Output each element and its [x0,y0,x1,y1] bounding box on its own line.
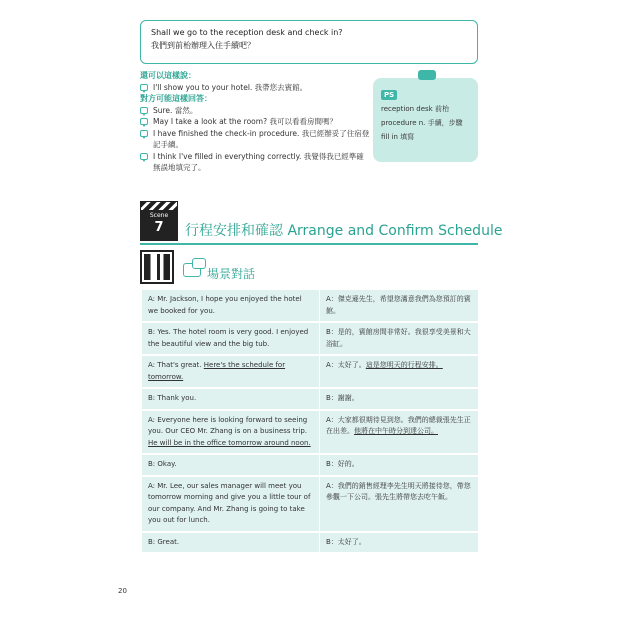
dialogue-zh: B：謝謝。 [326,394,359,402]
section-divider [140,243,478,245]
say-heading: 還可以這樣說： [140,71,196,80]
key-sentence: 這是您明天的行程安排。 [365,361,443,369]
dialogue-en: A: Mr. Lee, our sales manager will meet you tomorrow morning and give you a little tour of our company. And Mr. Zhang is going to take you out for lunch. [142,477,320,531]
dialogue-zh: A：我們的銷售經理李先生明天將接待您，帶您參觀一下公司。張先生將帶您去吃午飯。 [326,481,471,501]
say-item: I'll show you to your hotel. 我帶您去賓館。 [140,82,370,94]
key-sentence: He will be in the office tomorrow around noon. [148,438,311,447]
dialogue-zh: A：傑克遜先生，希望您滿意我們為您預訂的賓館。 [326,295,471,315]
dialogue-row [142,477,478,533]
section-title: 行程安排和確認 Arrange and Confirm Schedule [185,223,503,239]
dialogue-en: B: Yes. The hotel room is very good. I enjoyed the beautiful view and the big tub. [142,323,320,354]
dialogue-row [142,389,478,411]
page-number: 20 [118,587,127,595]
reply-item: Sure. 當然。 [140,105,370,117]
ps-vocab-line: procedure n. 手續，步驟 [381,119,463,127]
reply-heading: 對方可能這樣回答： [140,94,212,103]
dialogue-en: B: Thank you. [142,389,320,409]
dialogue-heading: 場景對話 [207,267,256,281]
key-sentence: Here's the schedule for tomorrow. [148,361,286,381]
dialogue-row [142,323,478,356]
key-sentence: 他將在中午時分到達公司。 [354,427,438,435]
dialogue-en: B: Okay. [142,455,320,475]
clapperboard-icon [140,201,178,211]
clipboard-clip-icon [418,70,436,80]
qr-code-icon [140,250,174,284]
dialogue-en: A: Everyone here is looking forward to seeing you. Our CEO Mr. Zhang is on a business trip. He will be in the office tomorrow around noon. [142,411,320,454]
chat-bubble-icon [140,118,148,125]
dialogue-zh: A：大家都很期待見到您。我們的總裁張先生正在出差。他將在中午時分到達公司。 [326,415,471,435]
example-sentence-bubble [140,20,478,64]
chat-bubble-icon [140,153,148,160]
ps-vocab-line: reception desk 前枱 [381,105,449,113]
reply-item: May I take a look at the room? 我可以看看房間嗎？ [140,116,370,128]
dialogue-zh: B：是的，賓館房間非常好。我很享受美景和大浴缸。 [326,328,471,348]
example-sentence-en: Shall we go to the reception desk and check in? [151,28,343,37]
dialogue-row [142,455,478,477]
scene-clapperboard [140,201,178,241]
reply-item: I have finished the check-in procedure. 我已經辦妥了住宿登記手續。 [140,128,370,151]
chat-bubble-icon [140,107,148,114]
scene-label: Scene [149,212,169,219]
dialogue-row [142,533,478,555]
dialogue-zh: B：好的。 [326,460,359,468]
dialogue-en: A: Mr. Jackson, I hope you enjoyed the hotel we booked for you. [142,290,320,321]
alternative-expressions [140,70,370,174]
dialogue-en: B: Great. [142,533,320,553]
dialogue-row [142,411,478,456]
example-sentence-zh: 我們到前枱辦理入住手續吧？ [151,41,255,50]
chat-bubble-icon [140,84,148,91]
ps-badge: PS [381,90,397,100]
dialogue-icon [183,263,201,277]
ps-vocabulary-card [373,78,478,162]
dialogue-en: A: That's great. Here's the schedule for tomorrow. [142,356,320,387]
ps-vocab-line: fill in 填寫 [381,133,415,141]
dialogue-zh: A：太好了。這是您明天的行程安排。 [326,361,443,369]
chat-bubble-icon [140,130,148,137]
dialogue-row [142,290,478,323]
scene-number: 7 [154,220,164,235]
dialogue-table [142,290,478,554]
dialogue-row [142,356,478,389]
reply-item: I think I've filled in everything correctly. 我覺得我已經準確無誤地填完了。 [140,151,370,174]
dialogue-zh: B：太好了。 [326,537,366,546]
